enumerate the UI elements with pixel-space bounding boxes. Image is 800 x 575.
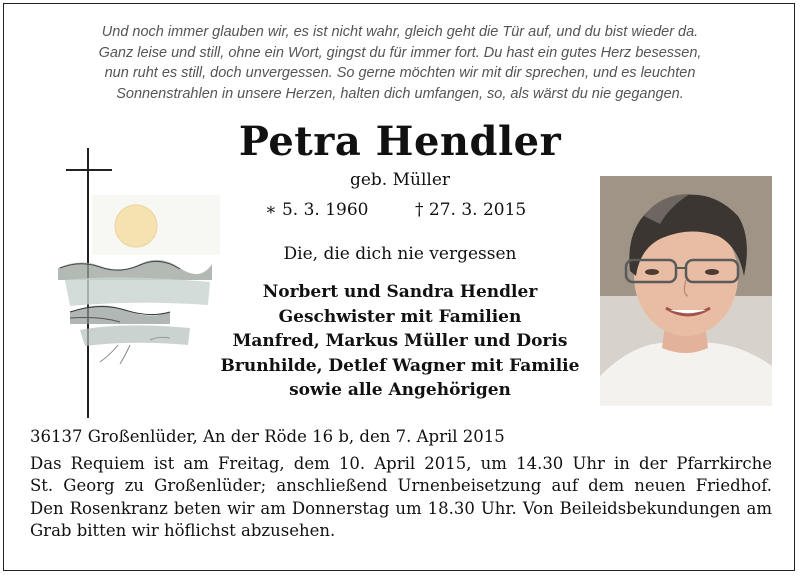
poem-line: nun ruht es still, doch unvergessen. So gerne möchten wir mit dir sprechen, und es leuchten [104,65,696,81]
poem [0,22,800,104]
mourners-intro: Die, die dich nie vergessen [283,244,517,264]
cross-sunset-landscape-icon [40,140,220,425]
requiem-line: Das Requiem ist am Freitag, dem 10. April 2015, um 14.30 Uhr in der Pfarrkirche [30,453,772,473]
poem-line: Und noch immer glauben wir, es ist nicht wahr, gleich geht die Tür auf, und du bist wieder da. [101,24,699,40]
notice-text [30,426,772,543]
requiem-line: Den Rosenkranz beten wir am Donnerstag um 18.30 Uhr. Von Beileidsbekundungen am [30,498,772,518]
birth-name: geb. Müller [349,170,451,190]
mourner-line: sowie alle Angehörigen [289,380,511,400]
poem-line: Sonnenstrahlen in unsere Herzen, halten dich umfangen, so, als wärst du nie gegangen. [116,85,684,102]
requiem-line: Grab bitten wir höflichst abzusehen. [30,521,336,540]
portrait-photo [600,176,772,406]
birth-date: ∗ 5. 3. 1960 [265,200,369,220]
poem-line: Ganz leise und still, ohne ein Wort, gingst du für immer fort. Du hast ein gutes Herz besessen, [98,44,702,61]
death-date: † 27. 3. 2015 [415,200,527,220]
requiem-line: St. Georg zu Großenlüder; anschließend Urnenbeisetzung auf dem neuen Friedhof. [30,476,772,495]
mourner-line: Brunhilde, Detlef Wagner mit Familie [220,355,580,376]
deceased-name: Petra Hendler [238,118,562,165]
address-date: 36137 Großenlüder, An der Röde 16 b, den 7. April 2015 [30,427,505,446]
mourner-line: Norbert und Sandra Hendler [262,282,538,302]
mourner-line: Manfred, Markus Müller und Doris [232,331,568,351]
mourners-list [200,280,600,403]
mourner-line: Geschwister mit Familien [278,306,522,327]
